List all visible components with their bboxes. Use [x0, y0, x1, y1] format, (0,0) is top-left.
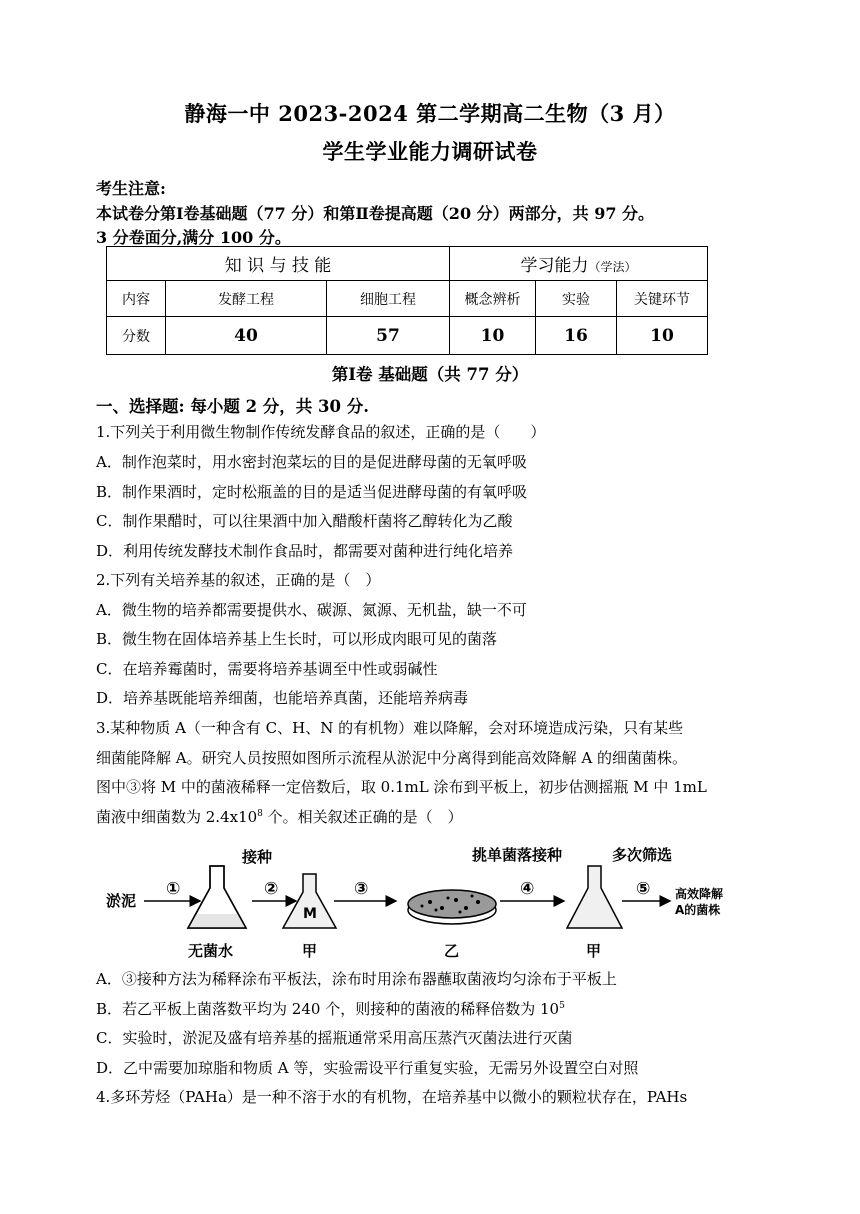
table-header-ability: 学习能力（学法）: [450, 247, 708, 281]
column-header: 概念辨析: [450, 281, 536, 317]
question-3-option-d: D．乙中需要加琼脂和物质 A 等，实验需设平行重复实验，无需另外设置空白对照: [96, 1059, 639, 1077]
row-label-content: 内容: [107, 281, 166, 317]
question-2-option-a: A．微生物的培养都需要提供水、碳源、氮源、无机盐，缺一不可: [96, 601, 527, 619]
notice-line1: 本试卷分第Ⅰ卷基础题（77 分）和第Ⅱ卷提高题（20 分）两部分，共 97 分。: [96, 204, 655, 223]
step-2-label: ②: [264, 879, 279, 899]
label-result-line1: 高效降解: [675, 887, 724, 901]
row-label-score: 分数: [107, 317, 166, 355]
step-5-label: ⑤: [636, 879, 651, 899]
question-4-stem: 4.多环芳烃（PAHa）是一种不溶于水的有机物，在培养基中以微小的颗粒状存在，PAHs: [96, 1088, 688, 1106]
section-subtitle: 一、选择题: 每小题 2 分，共 30 分.: [96, 397, 369, 416]
score-table: [106, 246, 708, 355]
column-header: 细胞工程: [327, 281, 450, 317]
question-2-option-b: B．微生物在固体培养基上生长时，可以形成肉眼可见的菌落: [96, 630, 498, 648]
flask-m-label: M: [303, 906, 317, 922]
procedure-diagram: [100, 838, 740, 966]
question-3-stem-line3: 图中③将 M 中的菌液稀释一定倍数后，取 0.1mL 涂布到平板上，初步估测摇瓶 M 中 1mL: [96, 778, 707, 796]
question-3-stem-line1: 3.某种物质 A（一种含有 C、H、N 的有机物）难以降解，会对环境造成污染，只有某些: [96, 719, 684, 737]
exponent: 5: [559, 1001, 565, 1011]
label-jia-1: 甲: [302, 942, 318, 960]
score-cell: 10: [450, 317, 536, 355]
question-1-option-a: A．制作泡菜时，用水密封泡菜坛的目的是促进酵母菌的无氧呼吸: [96, 453, 527, 471]
question-2-stem: 2.下列有关培养基的叙述，正确的是（ ）: [96, 571, 381, 589]
table-header-ability-note: （学法）: [588, 260, 637, 274]
question-1-stem: 1.下列关于利用微生物制作传统发酵食品的叙述，正确的是（ ）: [96, 423, 546, 441]
question-1-option-b: B．制作果酒时，定时松瓶盖的目的是适当促进酵母菌的有氧呼吸: [96, 483, 528, 501]
score-cell: 57: [327, 317, 450, 355]
petri-dish-icon: [408, 890, 496, 924]
flask-sterile-water-icon: [188, 866, 246, 928]
question-2-option-d: D．培养基既能培养细菌，也能培养真菌，还能培养病毒: [96, 689, 469, 707]
column-header: 发酵工程: [166, 281, 327, 317]
question-3-stem-line4: 菌液中细菌数为 $2.4x10^8$ 个。相关叙述正确的是（ ）: [96, 808, 463, 826]
question-1-option-c: C．制作果醋时，可以往果酒中加入醋酸杆菌将乙醇转化为乙酸: [96, 512, 513, 530]
column-header: 实验: [536, 281, 617, 317]
flask-jia-2-icon: [567, 866, 622, 928]
label-multi-screen: 多次筛选: [612, 846, 673, 864]
exponent: 8: [257, 809, 263, 819]
label-pick-colony: 挑单菌落接种: [472, 846, 563, 864]
question-3-stem-line2: 细菌能降解 A。研究人员按照如图所示流程从淤泥中分离得到能高效降解 A 的细菌菌株。: [96, 749, 687, 767]
score-cell: 10: [617, 317, 708, 355]
notice-label: 考生注意:: [96, 179, 166, 198]
question-1-option-d: D．利用传统发酵技术制作食品时，都需要对菌种进行纯化培养: [96, 542, 514, 560]
question-3-option-a: A．③接种方法为稀释涂布平板法，涂布时用涂布器蘸取菌液均匀涂布于平板上: [96, 970, 617, 988]
question-3-option-b: B．若乙平板上菌落数平均为 240 个，则接种的菌液的稀释倍数为 $10^5$: [96, 1000, 565, 1018]
label-yi: 乙: [444, 942, 460, 960]
label-mud: 淤泥: [106, 892, 137, 910]
step-1-label: ①: [166, 879, 181, 899]
step-3-label: ③: [354, 879, 369, 899]
label-result-line2: A的菌株: [675, 903, 721, 917]
label-inoculate: 接种: [242, 848, 273, 866]
column-header: 关键环节: [617, 281, 708, 317]
score-cell: 16: [536, 317, 617, 355]
label-sterile-water: 无菌水: [188, 942, 234, 960]
table-header-knowledge: 知 识 与 技 能: [107, 247, 450, 281]
notice-line2: 3 分卷面分,满分 100 分。: [96, 228, 291, 247]
step-4-label: ④: [520, 879, 535, 899]
exam-title-line2: 学生学业能力调研试卷: [322, 139, 538, 164]
question-2-option-c: C．在培养霉菌时，需要将培养基调至中性或弱碱性: [96, 660, 438, 678]
exam-title-line1: 静海一中 2023-2024 第二学期高二生物（3 月）: [184, 101, 676, 126]
label-jia-2: 甲: [586, 942, 602, 960]
question-3-option-c: C．实验时，淤泥及盛有培养基的摇瓶通常采用高压蒸汽灭菌法进行灭菌: [96, 1029, 573, 1047]
section-title: 第Ⅰ卷 基础题（共 77 分）: [331, 365, 529, 384]
score-cell: 40: [166, 317, 327, 355]
